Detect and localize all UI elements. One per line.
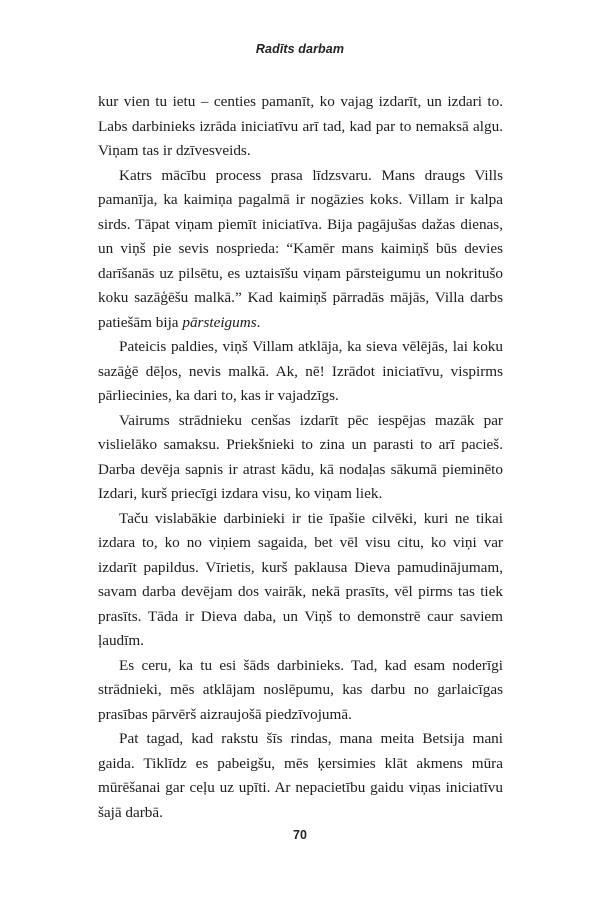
paragraph-text-end: .	[256, 313, 261, 331]
emphasized-word: pārsteigums	[182, 313, 257, 331]
paragraph: Pateicis paldies, viņš Villam atklāja, ka sieva vēlējās, lai koku sazāģē dēļos, nevis malkā. Ak, nē! Izrādot iniciatīvu, vispirms pārliecinies, ka dari to, kas ir vajadzīgs.	[98, 338, 503, 404]
running-title: Radīts darbam	[255, 42, 345, 56]
paragraph: Vairums strādnieku cenšas izdarīt pēc iespējas mazāk par vislielāko samaksu. Priekšnieki to zina un parasti to arī pacieš. Darba devēja sapnis ir atrast kādu, kā nodaļas sākumā pieminēto Izdari, kurš priecīgi izdara visu, ko viņam liek.	[98, 411, 503, 502]
paragraph: Es ceru, ka tu esi šāds darbinieks. Tad, kad esam noderīgi strādnieki, mēs atklājam noslēpumu, kas darbu no garlaicīgas prasības pārvērš aizraujošā piedzīvojumā.	[98, 656, 503, 723]
paragraph-text: Katrs mācību process prasa līdzsvaru. Mans draugs Vills pamanīja, ka kaimiņa pagalmā ir nogāzies koks. Villam ir kalpa sirds. Tāpat viņam piemīt iniciatīva. Bija pagājušas dažas dienas, un viņš pie sevis nosprieda: “Kamēr mans kaimiņš būs devies darīšanās uz pilsētu, es uztaisīšu viņam pārsteigumu un nokritušo koku sazāģēšu malkā.” Kad kaimiņš pārradās mājās, Villa darbs patiešām bija	[98, 166, 503, 331]
page-number: 70	[293, 828, 307, 842]
paragraph	[98, 164, 503, 336]
paragraph-continuation: kur vien tu ietu – centies pamanīt, ko vajag izdarīt, un izdari to. Labs darbinieks izrāda iniciatīvu arī tad, kad par to nemaksā algu. Viņam tas ir dzīvesveids.	[98, 93, 503, 159]
body-text	[98, 90, 503, 825]
paragraph: Pat tagad, kad rakstu šīs rindas, mana meita Betsija mani gaida. Tiklīdz es pabeigšu, mēs ķersimies klāt akmens mūra mūrēšanai gar ceļu uz upīti. Ar nepacietību gaidu viņas iniciatīvu šajā darbā.	[98, 730, 503, 821]
paragraph: Taču vislabākie darbinieki ir tie īpašie cilvēki, kuri ne tikai izdara to, ko no viņiem sagaida, bet vēl visu citu, ko viņi var izdarīt papildus. Vīrietis, kurš paklausa Dieva pamudinājumam, savam darba devējam dos vairāk, nekā prasīts, vēl pirms tas tiek prasīts. Tāda ir Dieva daba, un Viņš to demonstrē caur saviem ļaudīm.	[98, 509, 503, 649]
